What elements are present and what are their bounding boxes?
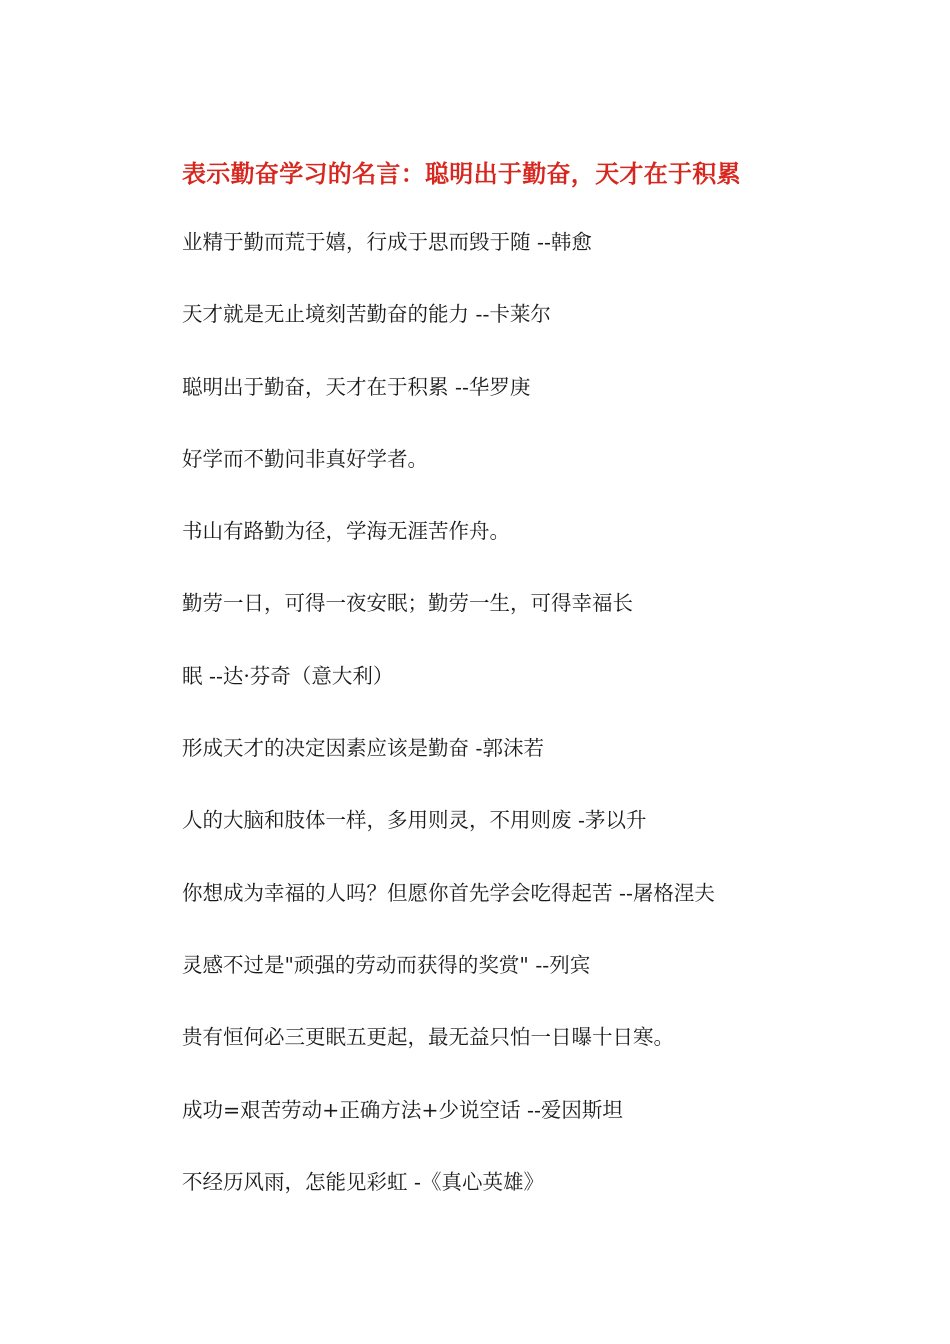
quote-line: 人的大脑和肢体一样，多用则灵，不用则废 -茅以升	[182, 808, 647, 833]
quote-line: 灵感不过是"顽强的劳动而获得的奖赏" --列宾	[182, 952, 591, 977]
quote-line: 业精于勤而荒于嬉，行成于思而毁于随 --韩愈	[182, 230, 592, 254]
quote-line: 不经历风雨，怎能见彩虹 -《真心英雄》	[182, 1169, 544, 1194]
quote-line: 你想成为幸福的人吗？但愿你首先学会吃得起苦 --屠格涅夫	[182, 880, 715, 905]
quote-line: 成功=艰苦劳动+正确方法+少说空话 --爱因斯坦	[182, 1097, 623, 1122]
quote-list	[182, 224, 715, 1236]
quote-line: 聪明出于勤奋，天才在于积累 --华罗庚	[182, 374, 531, 399]
quote-line: 天才就是无止境刻苦勤奋的能力 --卡莱尔	[182, 302, 551, 327]
document-title: 表示勤奋学习的名言：聪明出于勤奋，天才在于积累	[182, 159, 741, 188]
quote-line: 勤劳一日，可得一夜安眠；勤劳一生，可得幸福长	[182, 591, 633, 616]
quote-line: 书山有路勤为径，学海无涯苦作舟。	[182, 519, 510, 544]
quote-line: 眠 --达·芬奇（意大利）	[182, 663, 394, 688]
quote-line: 贵有恒何必三更眠五更起，最无益只怕一日曝十日寒。	[182, 1025, 674, 1050]
quote-line: 形成天才的决定因素应该是勤奋 -郭沫若	[182, 736, 544, 761]
quote-line: 好学而不勤问非真好学者。	[182, 446, 428, 471]
